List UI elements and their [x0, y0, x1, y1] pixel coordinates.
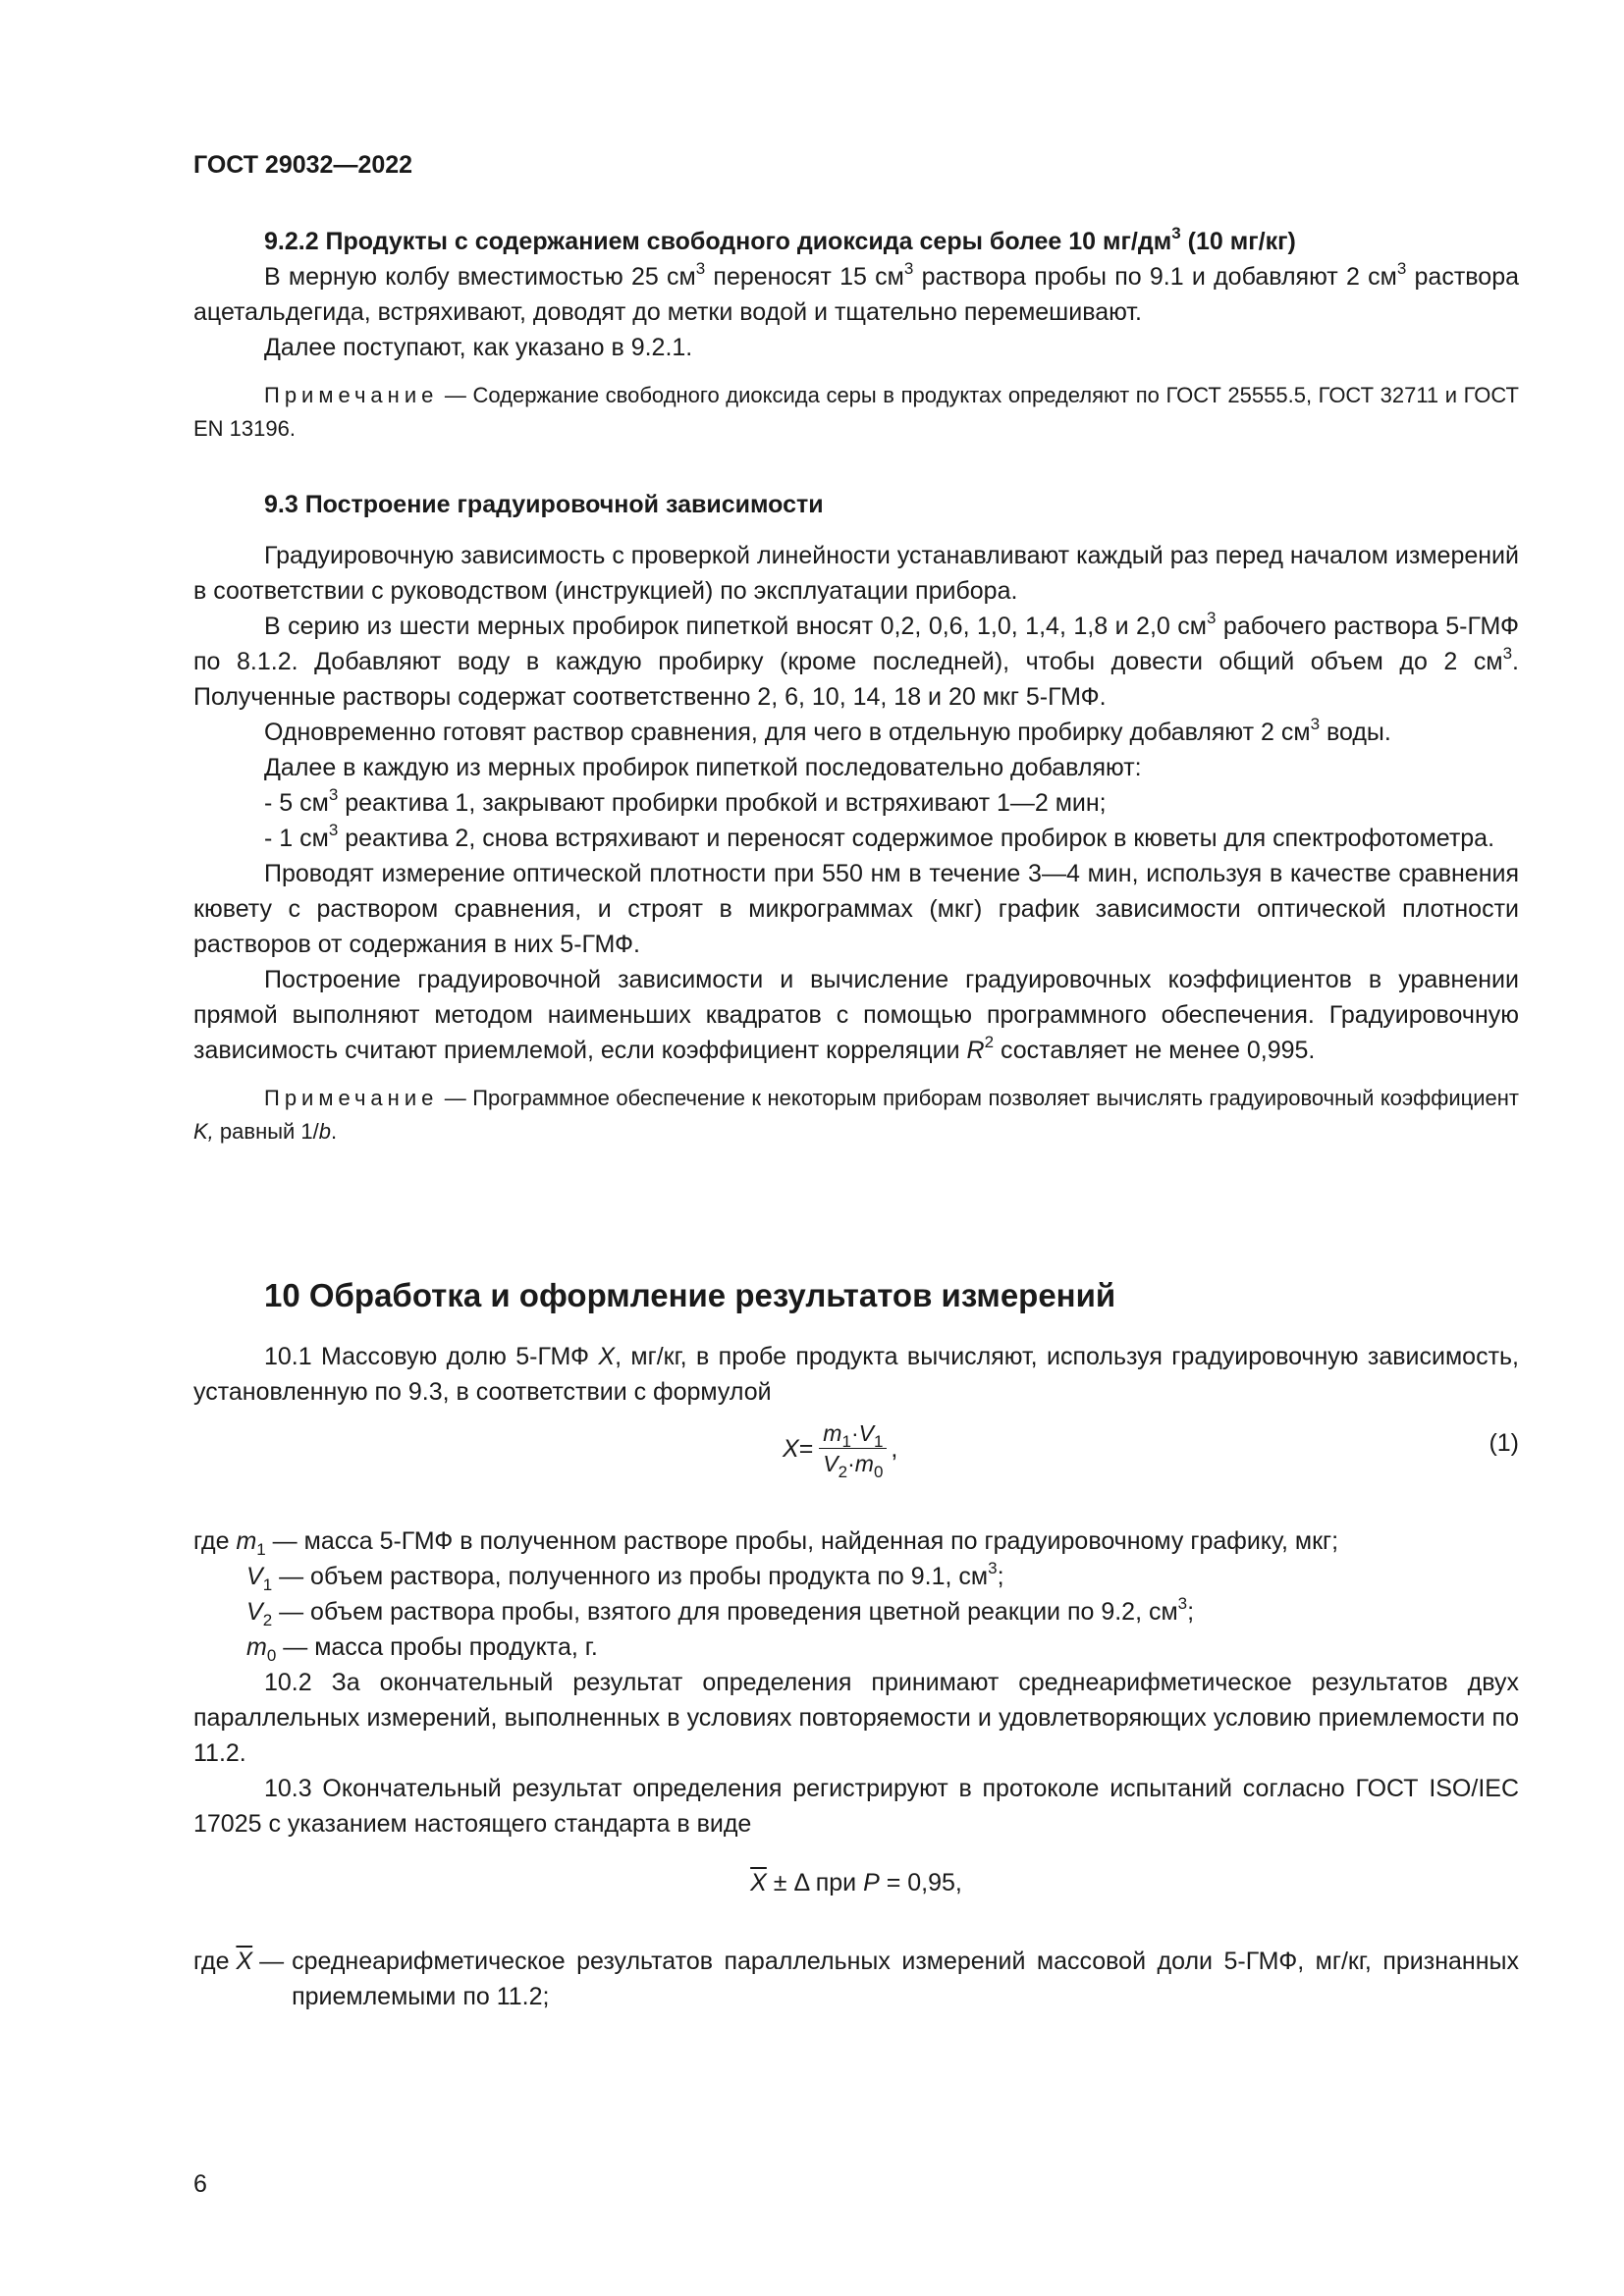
paragraph: 10.2 За окончательный результат определения принимают среднеарифметическое результатов двух параллельных измерений, выполненных в условиях повторяемости и удовлетворяющих условию приемлемости по 11.2.: [193, 1669, 1519, 1767]
section-10: [193, 1276, 1519, 2014]
equation-number: (1): [1489, 1429, 1519, 1457]
formula: X = $\frac{m_1\cdot V_1}{V_2\cdot m_0}$ ,: [783, 1420, 898, 1481]
definition-item: $V_2$ — объем раствора пробы, взятого для проведения цветной реакции по 9.2, $см^3$;: [246, 1594, 1195, 1629]
paragraph: Одновременно готовят раствор сравнения, для чего в отдельную пробирку добавляют 2 $см^3$ воды.: [264, 715, 1391, 746]
paragraph: Градуировочную зависимость с проверкой линейности устанавливают каждый раз перед началом измерений в соответствии с руководством (инструкцией) по эксплуатации прибора.: [193, 542, 1519, 605]
definition-item: $m_0$ — масса пробы продукта, г.: [246, 1633, 598, 1665]
variable-definitions: [193, 1523, 1519, 1665]
formula-1: [193, 1410, 1519, 1498]
note: Примечание — Содержание свободного диоксида серы в продуктах определяют по ГОСТ 25555.5, ГОСТ 32711 и ГОСТ EN 13196.: [193, 383, 1519, 441]
paragraph: 10.3 Окончательный результат определения регистрируют в протоколе испытаний согласно ГОСТ ISO/IEC 17025 с указанием настоящего стандарта в виде: [193, 1775, 1519, 1838]
document-header: ГОСТ 29032—2022: [193, 151, 413, 179]
paragraph: Далее в каждую из мерных пробирок пипеткой последовательно добавляют:: [264, 754, 1142, 781]
result-expression: $\overline{X} \pm \Delta$ при P = 0,95,: [750, 1869, 962, 1896]
section-9-2-2: [193, 224, 1519, 446]
note: Примечание — Программное обеспечение к некоторым приборам позволяет вычислять градуировочный коэффициент K, равный 1/b.: [193, 1086, 1519, 1144]
section-title: 10 Обработка и оформление результатов измерений: [264, 1277, 1116, 1313]
section-heading: 9.2.2 Продукты с содержанием свободного диоксида серы более 10 $мг/дм^3$ (10 мг/кг): [264, 224, 1296, 255]
paragraph: 10.1 Массовую долю 5-ГМФ X, мг/кг, в пробе продукта вычисляют, используя градуировочную зависимость, установленную по 9.3, в соответствии с формулой: [193, 1343, 1519, 1406]
section-heading: 9.3 Построение градуировочной зависимости: [264, 491, 824, 518]
fraction: $\frac{m_1\cdot V_1}{V_2\cdot m_0}$: [819, 1419, 887, 1477]
paragraph: Построение градуировочной зависимости и вычисление градуировочных коэффициентов в уравнении прямой выполняют методом наименьших квадратов с помощью программного обеспечения. Градуировочную зависимость считают приемлемой, если коэффициент корреляции $R^2$ составляет не менее 0,995.: [193, 966, 1519, 1064]
section-9-3: [193, 487, 1519, 1148]
definition-label: где $\overline{X}$ —: [193, 1948, 285, 1975]
list-item: - 1 $см^3$ реактива 2, снова встряхивают и переносят содержимое пробирок в кюветы для спектрофотометра.: [264, 821, 1495, 852]
paragraph: В серию из шести мерных пробирок пипеткой вносят 0,2, 0,6, 1,0, 1,4, 1,8 и 2,0 $см^3$ рабочего раствора 5-ГМФ по 8.1.2. Добавляют воду в каждую пробирку (кроме последней), чтобы довести общий объем до 2 $см^3$. Полученные растворы содержат соответственно 2, 6, 10, 14, 18 и 20 мкг 5-ГМФ.: [193, 609, 1519, 711]
definition-text: среднеарифметическое результатов параллельных измерений массовой доли 5-ГМФ, мг/кг, признанных приемлемыми по 11.2;: [292, 1948, 1519, 2010]
definition-item: $V_1$ — объем раствора, полученного из пробы продукта по 9.1, $см^3$;: [246, 1559, 1004, 1594]
paragraph: Далее поступают, как указано в 9.2.1.: [264, 334, 693, 361]
page-number: 6: [193, 2170, 207, 2198]
list-item: - 5 $см^3$ реактива 1, закрывают пробирки пробкой и встряхивают 1—2 мин;: [264, 785, 1107, 817]
paragraph: Проводят измерение оптической плотности при 550 нм в течение 3—4 мин, используя в качестве сравнения кювету с раствором сравнения, и строят в микрограммах (мкг) график зависимости оптической плотности растворов от содержания в них 5-ГМФ.: [193, 860, 1519, 958]
paragraph: В мерную колбу вместимостью 25 $см^3$ переносят 15 $см^3$ раствора пробы по 9.1 и добавляют 2 $см^3$ раствора ацетальдегида, встряхивают, доводят до метки водой и тщательно перемешивают.: [193, 259, 1519, 326]
definition-item: где $m_1$ — масса 5-ГМФ в полученном растворе пробы, найденная по градуировочному графику, мкг;: [193, 1527, 1339, 1559]
result-definition: [193, 1944, 1519, 2014]
